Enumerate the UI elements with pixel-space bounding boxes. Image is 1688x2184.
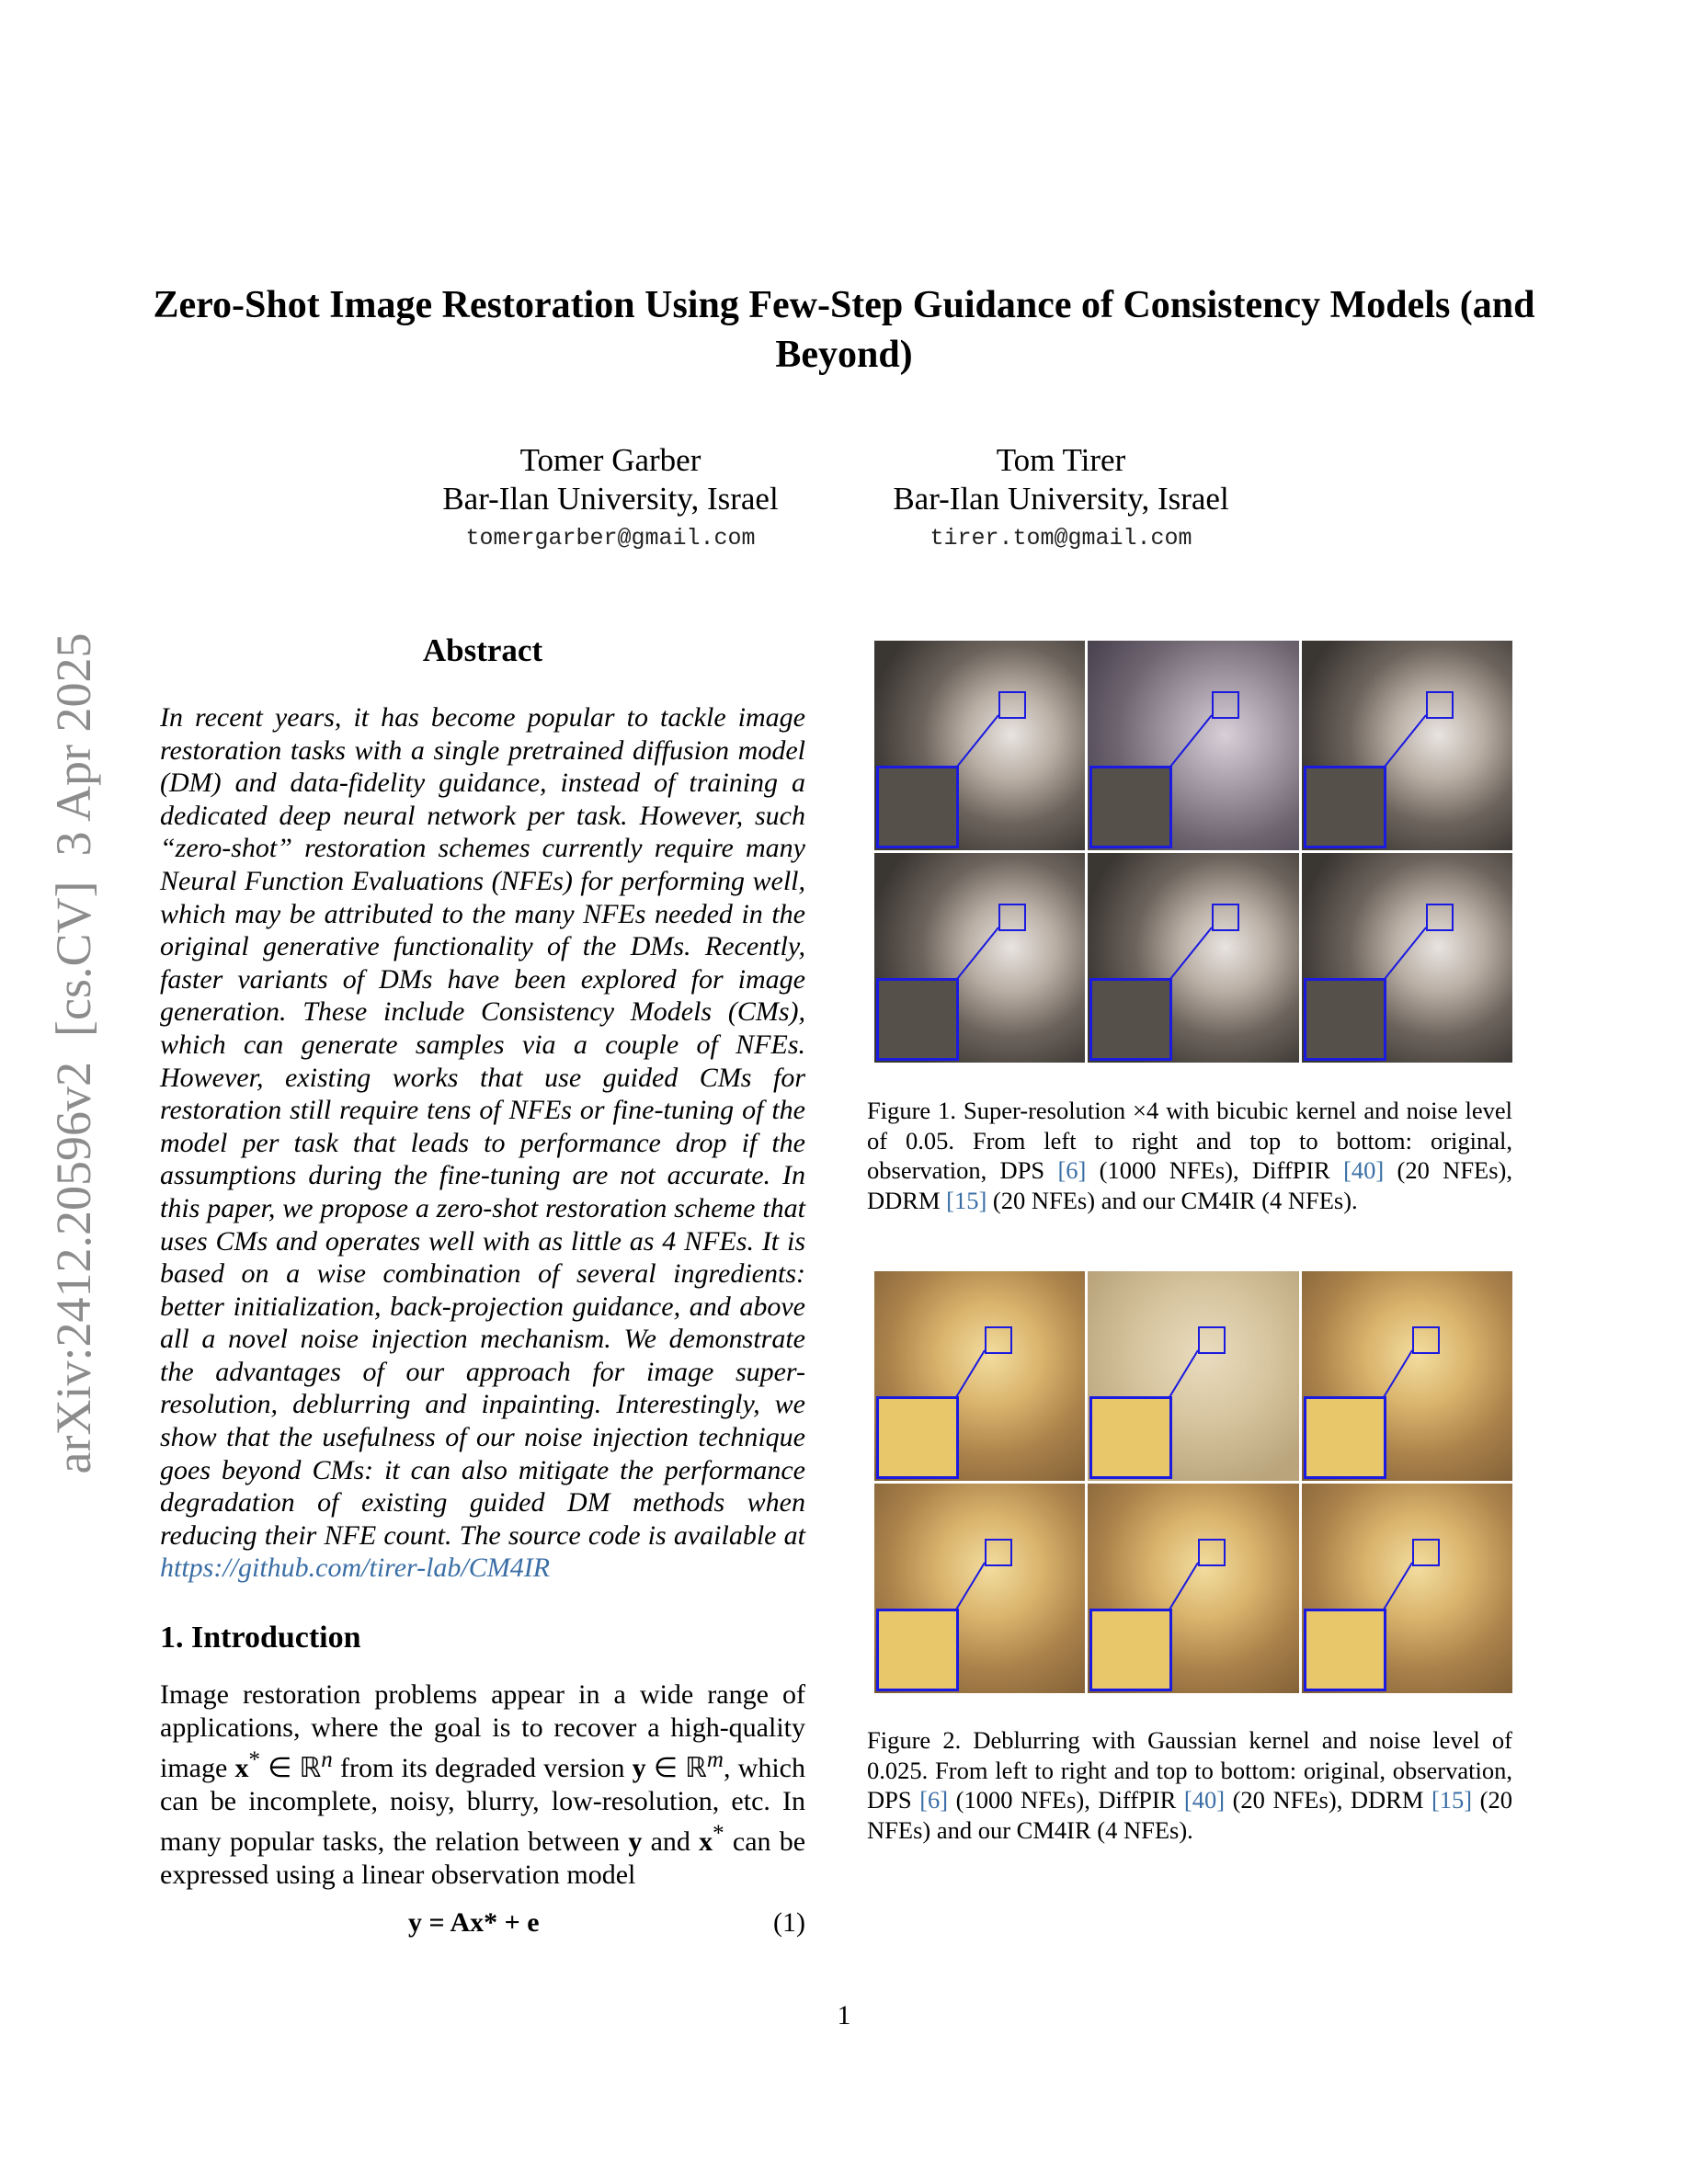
zoom-region-box [1212,904,1239,931]
author-affiliation: Bar-Ilan University, Israel [442,481,779,517]
figure-panel-cm4ir [1302,853,1512,1063]
author-email[interactable]: tomergarber@gmail.com [465,525,756,552]
zoom-inset [1089,978,1172,1061]
zoom-region-box [1412,1539,1440,1566]
zoom-region-box [1412,1326,1440,1354]
citation-link[interactable]: [6] [1057,1156,1087,1184]
zoom-region-box [1212,691,1239,719]
zoom-inset [876,766,959,848]
zoom-inset [876,1396,959,1479]
arxiv-stamp: arXiv:2412.20596v2 [cs.CV] 3 Apr 2025 [46,632,101,1474]
zoom-region-box [998,691,1026,719]
zoom-region-box [998,904,1026,931]
zoom-inset [1089,1609,1172,1691]
figure-panel-ddrm [1088,1484,1298,1693]
zoom-inset [1304,766,1386,848]
figure-panel-observation [1088,641,1298,850]
zoom-inset [1304,1396,1386,1479]
page-number: 1 [837,2000,851,2030]
figure-1-caption: Figure 1. Super-resolution ×4 with bicubic kernel and noise level of 0.05. From left to right and top to bottom: original, observation, DPS [6] (1000 NFEs), DiffPIR [40] (20 NFEs), DDRM [15] (20 NFEs) and our CM4IR (4 NFEs). [867,1097,1513,1214]
abstract-heading: Abstract [422,632,543,668]
intro-paragraph: Image restoration problems appear in a wide range of applications, where the goal is to recover a high-quality image x* ∈ ℝ$^n$ from its degraded version y ∈ ℝ$^m$, which can be incomplete, noisy, blurry, low-resolution, etc. In many popular tasks, the relation between y and x* can be expressed using a linear observation model [160,1679,806,1890]
abstract-text [160,701,805,1585]
citation-link[interactable]: [15] [1431,1786,1473,1814]
author-2 [831,441,1291,559]
equation: y = Ax* + e [408,1907,540,1938]
figure-panel-ddrm [1088,853,1298,1063]
citation-link[interactable]: [6] [919,1786,949,1814]
zoom-region-box [1198,1326,1226,1354]
zoom-inset [876,1609,959,1691]
figure-panel-diffpir [874,853,1085,1063]
author-name: Tomer Garber [519,442,701,478]
zoom-inset [1304,1609,1386,1691]
figure-2-caption: Figure 2. Deblurring with Gaussian kernel and noise level of 0.025. From left to right and top to bottom: original, observation, DPS [6] (1000 NFEs), DiffPIR [40] (20 NFEs), DDRM [15] (20 NFEs) and our CM4IR (4 NFEs). [867,1726,1512,1844]
paper-title: Zero-Shot Image Restoration Using Few-Step Guidance of Consistency Models (and Beyond) [153,284,1535,376]
equation-number: (1) [773,1907,805,1938]
zoom-inset [1304,978,1386,1061]
author-1 [381,441,840,559]
figure-panel-original [874,641,1085,850]
figure-1-grid [874,641,1512,1063]
author-affiliation: Bar-Ilan University, Israel [893,481,1229,517]
zoom-inset [1089,766,1172,848]
zoom-region-box [985,1539,1012,1566]
figure-panel-dps [1302,641,1512,850]
zoom-region-box [1198,1539,1226,1566]
zoom-inset [876,978,959,1061]
figure-panel-original [874,1271,1085,1481]
figure-panel-cm4ir [1302,1484,1512,1693]
code-link[interactable]: https://github.com/tirer-lab/CM4IR [160,1553,551,1584]
author-email[interactable]: tirer.tom@gmail.com [930,525,1192,552]
citation-link[interactable]: [40] [1343,1156,1385,1184]
abstract-body: In recent years, it has become popular to tackle image restoration tasks with a single pretrained diffusion model (DM) and data-fidelity guidance, instead of training a dedicated deep neural network per task. However, such “zero-shot” restoration schemes currently require many Neural Function Evaluations (NFEs) for performing well, which may be attributed to the many NFEs needed in the original generative functionality of the DMs. Recently, faster variants of DMs have been explored for image generation. These include Consistency Models (CMs), which can generate samples via a couple of NFEs. However, existing works that use guided CMs for restoration still require tens of NFEs or fine-tuning of the model per task that leads to performance drop if the assumptions during the fine-tuning are not accurate. In this paper, we propose a zero-shot restoration scheme that uses CMs and operates well with as little as 4 NFEs. It is based on a wise combination of several ingredients: better initialization, back-projection guidance, and above all a novel noise injection mechanism. We demonstrate the advantages of our approach for image super-resolution, deblurring and inpainting. Interestingly, we show that the usefulness of our noise injection technique goes beyond CMs: it can also mitigate the performance degradation of existing guided DM methods when reducing their NFE count. The source code is available at [160,702,805,1551]
figure-panel-diffpir [874,1484,1085,1693]
citation-link[interactable]: [40] [1183,1786,1226,1814]
figure-panel-observation [1088,1271,1298,1481]
zoom-region-box [1426,691,1454,719]
zoom-region-box [985,1326,1012,1354]
section-heading: 1. Introduction [160,1621,361,1655]
author-name: Tom Tirer [996,442,1126,478]
figure-2-grid [874,1271,1512,1693]
zoom-region-box [1426,904,1454,931]
citation-link[interactable]: [15] [946,1186,987,1214]
zoom-inset [1089,1396,1172,1479]
figure-panel-dps [1302,1271,1512,1481]
